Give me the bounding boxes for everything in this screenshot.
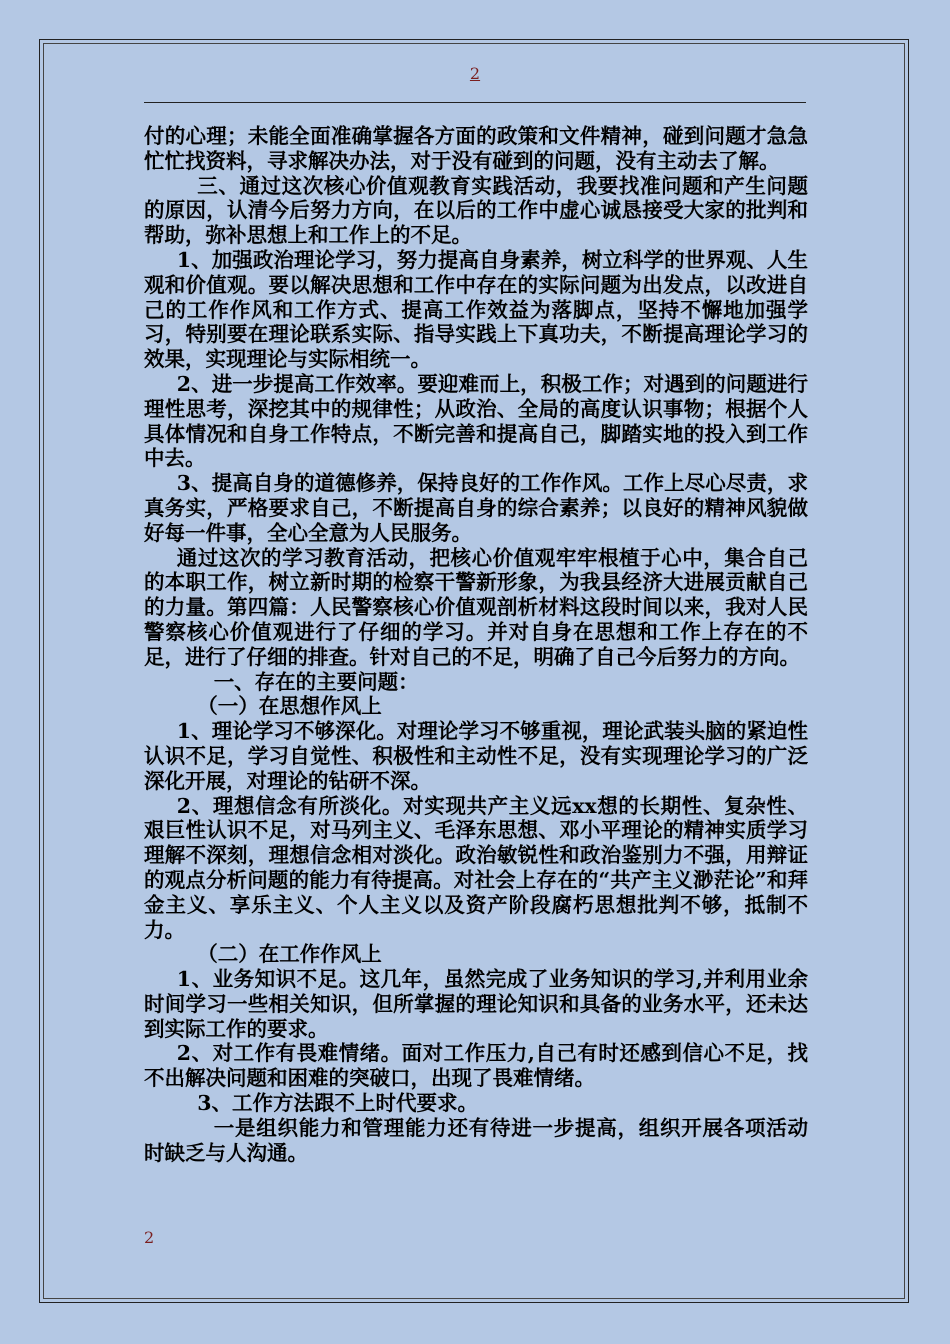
paragraph: 通过这次的学习教育活动，把核心价值观牢牢根植于心中，集合自己的本职工作，树立新时期的检察干警新形象，为我县经济大进展贡献自己的力量。第四篇：人民警察核心价值观剖析材料这段时间以来，我对人民警察核心价值观进行了仔细的学习。并对自身在思想和工作上存在的不足，进行了仔细的排查。针对自己的不足，明确了自己今后努力的方向。 [144,545,808,669]
header-page-number: 2 [469,64,481,83]
subsection-heading: （二）在工作作风上 [197,942,382,967]
document-body [144,124,808,1165]
paragraph: 2、理想信念有所淡化。对实现共产主义远xx想的长期性、复杂性、艰巨性认识不足，对马列主义、毛泽东思想、邓小平理论的精神实质学习理解不深刻，理想信念相对淡化。政治敏锐性和政治鉴别力不强，用辩证的观点分析问题的能力有待提高。对社会上存在的“共产主义渺茫论”和拜金主义、享乐主义、个人主义以及资产阶段腐朽思想批判不够，抵制不力。 [144,793,808,942]
paragraph: 3、工作方法跟不上时代要求。 [197,1091,479,1116]
footer-page-number: 2 [144,1228,155,1247]
paragraph: 一是组织能力和管理能力还有待进一步提高，组织开展各项活动时缺乏与人沟通。 [144,1115,808,1165]
paragraph: 3、提高自身的道德修养，保持良好的工作作风。工作上尽心尽责，求真务实，严格要求自己，不断提高自身的综合素养；以良好的精神风貌做好每一件事，全心全意为人民服务。 [144,471,808,545]
paragraph: 1、加强政治理论学习，努力提高自身素养，树立科学的世界观、人生观和价值观。要以解决思想和工作中存在的实际问题为出发点，以改进自己的工作作风和工作方式、提高工作效益为落脚点，坚持不懈地加强学习，特别要在理论联系实际、指导实践上下真功夫，不断提高理论学习的效果，实现理论与实际相统一。 [144,247,808,372]
header-rule [144,102,806,103]
paragraph: 2、进一步提高工作效率。要迎难而上，积极工作；对遇到的问题进行理性思考，深挖其中的规律性；从政治、全局的高度认识事物；根据个人具体情况和自身工作特点，不断完善和提高自己，脚踏实地的投入到工作中去。 [144,371,808,471]
paragraph: 付的心理；未能全面准确掌握各方面的政策和文件精神，碰到问题才急急忙忙找资料，寻求解决办法，对于没有碰到的问题，没有主动去了解。 [144,124,808,173]
paragraph: 三、通过这次核心价值观教育实践活动，我要找准问题和产生问题的原因，认清今后努力方向，在以后的工作中虚心诚恳接受大家的批判和帮助，弥补思想上和工作上的不足。 [144,173,808,248]
paragraph: 1、理论学习不够深化。对理论学习不够重视，理论武装头脑的紧迫性认识不足，学习自觉性、积极性和主动性不足，没有实现理论学习的广泛深化开展，对理论的钻研不深。 [144,719,808,793]
paragraph: 2、对工作有畏难情绪。面对工作压力,自己有时还感到信心不足，找不出解决问题和困难的突破口，出现了畏难情绪。 [144,1041,808,1091]
paragraph: 1、业务知识不足。这几年，虽然完成了业务知识的学习,并利用业余时间学习一些相关知识，但所掌握的理论知识和具备的业务水平，还未达到实际工作的要求。 [144,967,808,1041]
section-heading: 一、存在的主要问题： [213,669,419,694]
subsection-heading: （一）在思想作风上 [197,694,382,719]
